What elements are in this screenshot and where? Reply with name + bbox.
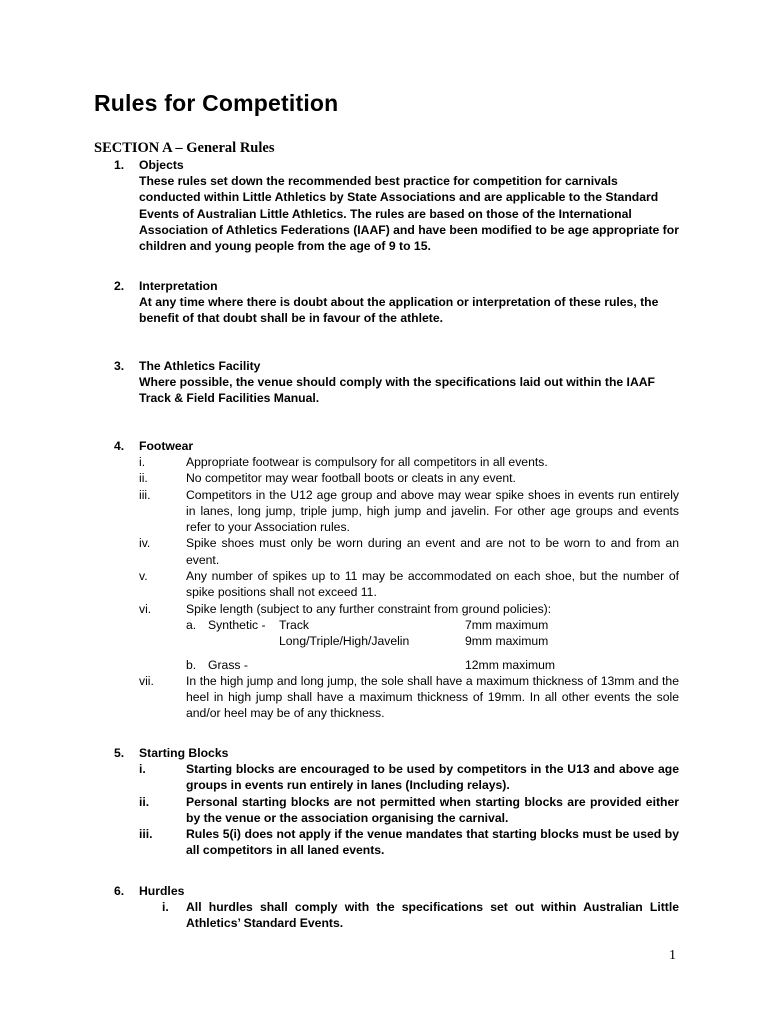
rule-numeral: vi. [139, 601, 152, 616]
section-interpretation [114, 278, 679, 327]
section-number: 1. [114, 158, 125, 172]
rule-item [114, 761, 679, 794]
spike-event: Long/Triple/High/Javelin [279, 634, 410, 649]
spike-row-label: a. [186, 617, 197, 632]
rule-numeral: vii. [139, 673, 154, 688]
rule-item [114, 673, 679, 722]
rule-item [114, 487, 679, 536]
rule-numeral: i. [139, 762, 146, 776]
rule-numeral: iii. [139, 827, 153, 842]
section-number: 5. [114, 746, 125, 760]
rule-text: In the high jump and long jump, the sole shall have a maximum thickness of 13mm and the heel in high jump shall have a maximum thickness of 19mm. In all other events the sole and/or heel may be of any thickness. [186, 673, 679, 721]
rule-item [114, 535, 679, 568]
section-paragraph: At any time where there is doubt about the application or interpretation of these rules, the benefit of that doubt shall be in favour of the athlete. [139, 295, 659, 326]
rule-text: Spike length (subject to any further constraint from ground policies): [186, 601, 552, 616]
spike-surface: Synthetic - [208, 617, 266, 632]
section-number: 4. [114, 439, 125, 453]
rule-numeral: ii. [139, 471, 148, 486]
section-title: Interpretation [139, 279, 218, 293]
section-paragraph: Where possible, the venue should comply with the specifications laid out within the IAAF Track & Field Facilities Manual. [139, 375, 655, 406]
rule-text: Spike shoes must only be worn during an event and are not to be worn to and from an event. [186, 536, 679, 567]
section-header [114, 358, 679, 374]
spike-row-synthetic-track [186, 617, 679, 633]
section-objects [114, 157, 679, 254]
rule-text: Appropriate footwear is compulsory for all competitors in all events. [186, 455, 548, 469]
spike-row-synthetic-field [186, 633, 679, 649]
section-header [114, 278, 679, 294]
section-number: 6. [114, 884, 125, 898]
rule-numeral: i. [162, 900, 169, 914]
section-title: Footwear [139, 439, 194, 453]
spike-row-grass [186, 657, 679, 673]
section-starting-blocks [114, 745, 679, 859]
section-title: The Athletics Facility [139, 359, 261, 373]
page-title: Rules for Competition [94, 90, 339, 116]
section-header [114, 883, 679, 899]
rule-text: Personal starting blocks are not permitted when starting blocks are provided either by the venue or the association organising the carnival. [186, 794, 679, 825]
rule-text: Rules 5(i) does not apply if the venue mandates that starting blocks must be used by all competitors in all laned events. [186, 827, 679, 858]
rule-text: No competitor may wear football boots or cleats in any event. [186, 471, 516, 486]
rule-text: Competitors in the U12 age group and above may wear spike shoes in events run entirely in lanes, long jump, triple jump, high jump and javelin. For other age groups and events refer to your Association rules. [186, 487, 679, 535]
section-header [114, 157, 679, 173]
rule-item [114, 454, 679, 470]
spike-value: 9mm maximum [465, 634, 549, 649]
rule-item [114, 470, 679, 486]
rule-text: All hurdles shall comply with the specifications set out within Australian Little Athletics’ Standard Events. [186, 900, 679, 931]
rule-text: Starting blocks are encouraged to be used by competitors in the U13 and above age groups in events run entirely in lanes (Including relays). [186, 762, 679, 793]
section-number: 3. [114, 359, 125, 373]
section-number: 2. [114, 279, 125, 293]
section-title: Objects [139, 158, 184, 172]
section-footwear [114, 438, 679, 722]
rule-item [114, 826, 679, 859]
spike-event: Track [279, 617, 310, 632]
rule-text: Any number of spikes up to 11 may be accommodated on each shoe, but the number of spike positions shall not exceed 11. [186, 569, 679, 600]
section-hurdles [114, 883, 679, 932]
rule-numeral: iii. [139, 487, 151, 502]
rule-numeral: iv. [139, 536, 151, 551]
spike-value: 7mm maximum [465, 617, 549, 632]
section-athletics-facility [114, 358, 679, 407]
rule-numeral: ii. [139, 794, 150, 809]
section-title: Starting Blocks [139, 746, 229, 760]
page-number: 1 [669, 948, 676, 963]
section-header [114, 745, 679, 761]
spike-value: 12mm maximum [465, 657, 556, 672]
section-title: Hurdles [139, 884, 185, 898]
section-heading: SECTION A – General Rules [94, 140, 275, 156]
spike-surface: Grass - [208, 657, 248, 672]
rule-item [114, 794, 679, 827]
rule-item [114, 601, 679, 617]
rule-numeral: v. [139, 569, 148, 584]
section-paragraph: These rules set down the recommended best practice for competition for carnivals conducted within Little Athletics by State Associations and are applicable to the Standard Events of Australian Little Athletics. The rules are based on those of the International Association of Athletics Federations (IAAF) and have been modified to be age appropriate for children and young people from the age of 9 to 15. [139, 174, 679, 254]
rule-numeral: i. [139, 455, 146, 469]
rule-item [114, 899, 679, 932]
spike-row-label: b. [186, 657, 197, 672]
section-header [114, 438, 679, 454]
rule-item [114, 568, 679, 601]
